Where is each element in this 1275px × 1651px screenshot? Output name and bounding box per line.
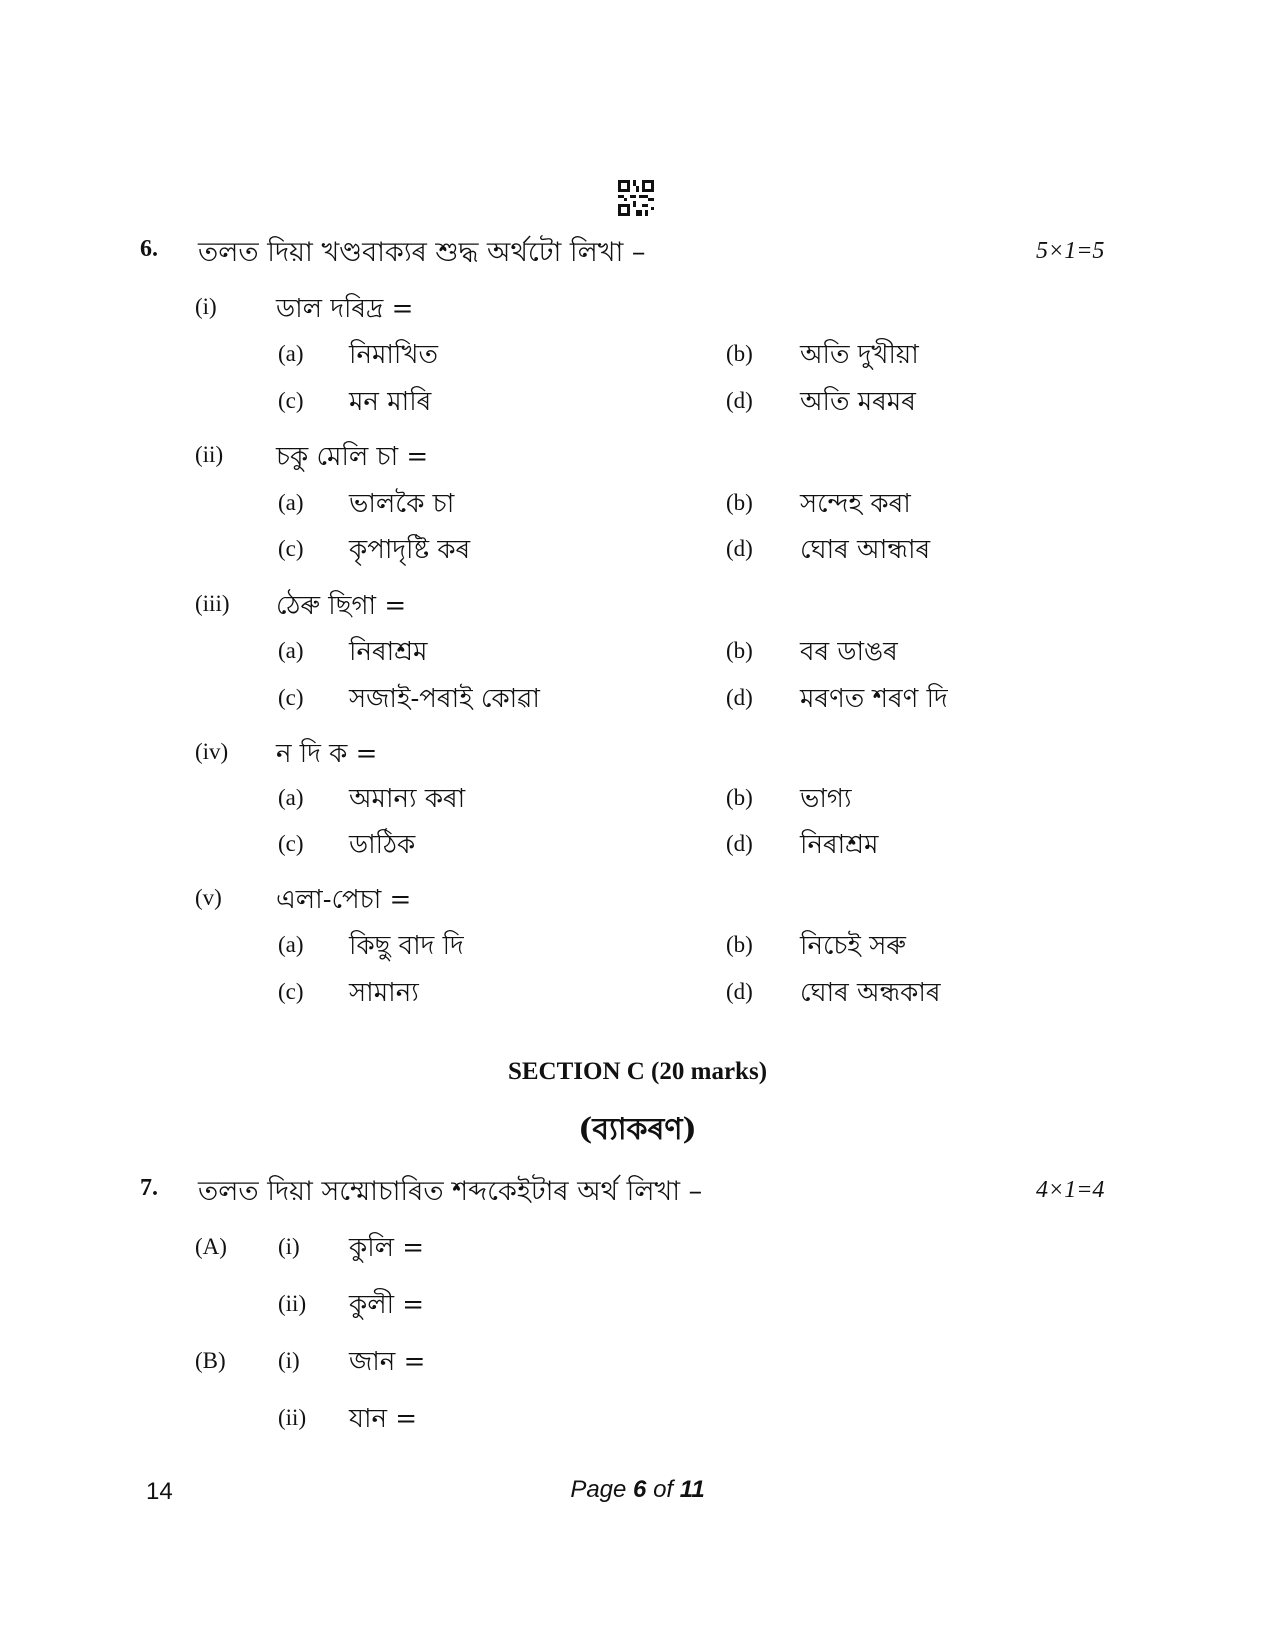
option-text: মৰণত শৰণ দি bbox=[800, 684, 948, 714]
section-subtitle: (ব্যাকৰণ) bbox=[578, 1112, 697, 1147]
option-letter: (d) bbox=[726, 536, 753, 561]
option-text: বৰ ডাঙৰ bbox=[800, 637, 898, 667]
option-letter: (a) bbox=[278, 341, 304, 366]
item-number: (v) bbox=[195, 885, 222, 910]
item-prompt: ঠেৰু ছিগা = bbox=[276, 591, 407, 621]
item-number: (i) bbox=[278, 1348, 300, 1373]
option-text: ভালকৈ চা bbox=[349, 489, 455, 519]
option-text: কৃপাদৃষ্টি কৰ bbox=[349, 535, 471, 565]
option-text: ঘোৰ অন্ধকাৰ bbox=[800, 978, 941, 1008]
item-prompt: এলা-পেচা = bbox=[276, 885, 412, 915]
question-7-text: তলত দিয়া সম্মোচাৰিত শব্দকেইটাৰ অৰ্থ লিখা – bbox=[198, 1176, 703, 1207]
option-letter: (c) bbox=[278, 685, 304, 710]
question-6-marks: 5×1=5 bbox=[1036, 238, 1105, 264]
option-letter: (b) bbox=[726, 490, 753, 515]
item-number: (i) bbox=[195, 294, 217, 319]
option-text: নিৰাশ্ৰম bbox=[800, 830, 879, 860]
option-text: সন্দেহ কৰা bbox=[800, 489, 911, 519]
option-letter: (b) bbox=[726, 638, 753, 663]
option-text: ঘোৰ আন্ধাৰ bbox=[800, 535, 931, 565]
option-letter: (b) bbox=[726, 785, 753, 810]
option-text: নিচেই সৰু bbox=[800, 931, 906, 961]
page-indicator bbox=[0, 1476, 1275, 1504]
option-letter: (b) bbox=[726, 932, 753, 957]
item-number: (ii) bbox=[278, 1291, 307, 1316]
item-number: (iv) bbox=[195, 739, 229, 764]
option-letter: (d) bbox=[726, 831, 753, 856]
option-letter: (d) bbox=[726, 979, 753, 1004]
option-text: ডাঠিক bbox=[349, 830, 416, 860]
item-prompt: ন দি ক = bbox=[276, 739, 378, 769]
option-text: সামান্য bbox=[349, 978, 419, 1008]
page-of: of bbox=[653, 1476, 674, 1503]
option-letter: (c) bbox=[278, 388, 304, 413]
group-label-a: (A) bbox=[195, 1234, 227, 1259]
item-number: (iii) bbox=[195, 591, 230, 616]
item-prompt: কুলি = bbox=[349, 1233, 425, 1263]
option-text: নিমাখিত bbox=[349, 340, 438, 370]
option-text: অতি দুখীয়া bbox=[800, 340, 919, 370]
qr-code bbox=[618, 180, 654, 216]
option-text: অতি মৰমৰ bbox=[800, 387, 916, 417]
option-letter: (a) bbox=[278, 638, 304, 663]
option-letter: (d) bbox=[726, 685, 753, 710]
option-text: ভাগ্য bbox=[800, 784, 852, 814]
item-prompt: চকু মেলি চা = bbox=[276, 442, 429, 472]
option-letter: (c) bbox=[278, 536, 304, 561]
item-prompt: ডাল দৰিদ্ৰ = bbox=[276, 294, 414, 324]
paper-code: 14 bbox=[146, 1478, 173, 1505]
option-letter: (b) bbox=[726, 341, 753, 366]
option-letter: (a) bbox=[278, 932, 304, 957]
question-6-text: তলত দিয়া খণ্ডবাক্যৰ শুদ্ধ অৰ্থটো লিখা – bbox=[198, 237, 646, 268]
option-text: নিৰাশ্ৰম bbox=[349, 637, 428, 667]
item-prompt: কুলী = bbox=[349, 1290, 425, 1320]
option-letter: (d) bbox=[726, 388, 753, 413]
option-letter: (a) bbox=[278, 490, 304, 515]
question-7-marks: 4×1=4 bbox=[1036, 1177, 1105, 1203]
question-6-number: 6. bbox=[140, 236, 158, 262]
item-number: (ii) bbox=[278, 1405, 307, 1430]
section-title: SECTION C (20 marks) bbox=[507, 1058, 768, 1085]
option-text: মন মাৰি bbox=[349, 387, 432, 417]
page-prefix: Page bbox=[570, 1476, 627, 1503]
question-7-number: 7. bbox=[140, 1175, 158, 1201]
option-text: অমান্য কৰা bbox=[349, 784, 466, 814]
option-letter: (c) bbox=[278, 979, 304, 1004]
group-label-b: (B) bbox=[195, 1348, 226, 1373]
option-text: কিছু বাদ দি bbox=[349, 931, 464, 961]
option-letter: (a) bbox=[278, 785, 304, 810]
page-total: 11 bbox=[679, 1476, 705, 1503]
item-prompt: যান = bbox=[349, 1404, 418, 1434]
item-prompt: জান = bbox=[349, 1347, 426, 1377]
item-number: (i) bbox=[278, 1234, 300, 1259]
item-number: (ii) bbox=[195, 442, 224, 467]
option-text: সজাই-পৰাই কোৱা bbox=[349, 684, 540, 714]
page-current: 6 bbox=[633, 1476, 647, 1503]
option-letter: (c) bbox=[278, 831, 304, 856]
